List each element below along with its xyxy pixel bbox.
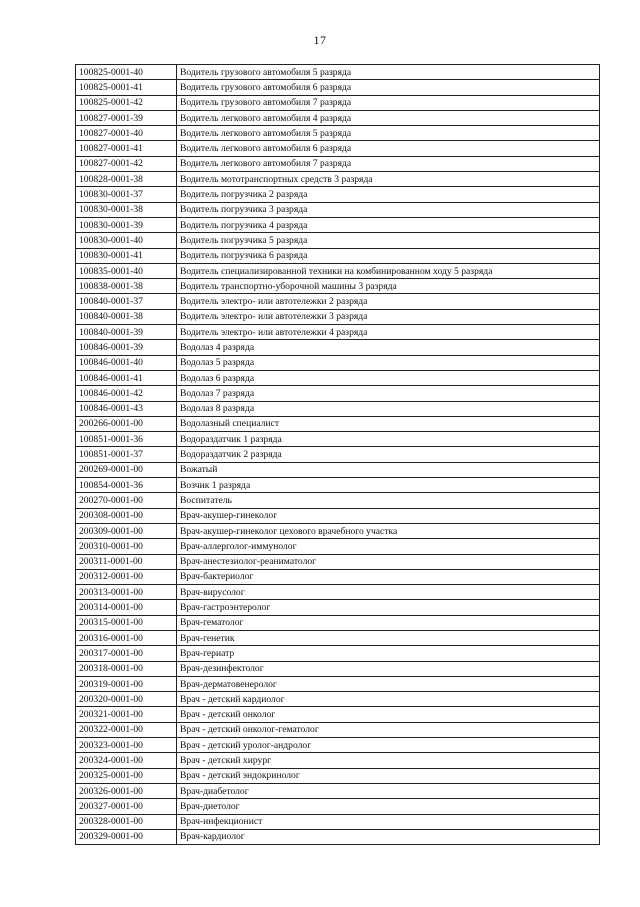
profession-name-cell: Врач-дерматовенеролог — [177, 676, 600, 691]
table-row — [76, 829, 600, 844]
table-row — [76, 585, 600, 600]
profession-name-cell: Водитель погрузчика 3 разряда — [177, 202, 600, 217]
table-row — [76, 233, 600, 248]
code-cell: 100830-0001-41 — [76, 248, 177, 263]
table-row — [76, 554, 600, 569]
table-row — [76, 263, 600, 278]
code-cell: 100828-0001-38 — [76, 172, 177, 187]
profession-name-cell: Водитель электро- или автотележки 4 разряда — [177, 325, 600, 340]
table-row — [76, 401, 600, 416]
table-row — [76, 783, 600, 798]
table-row — [76, 799, 600, 814]
table-row — [76, 432, 600, 447]
table-row — [76, 569, 600, 584]
table-row — [76, 722, 600, 737]
profession-name-cell: Врач-гериатр — [177, 646, 600, 661]
code-cell: 200328-0001-00 — [76, 814, 177, 829]
table-body — [76, 65, 600, 845]
profession-name-cell: Водитель легкового автомобиля 5 разряда — [177, 126, 600, 141]
table-row — [76, 753, 600, 768]
code-cell: 200320-0001-00 — [76, 692, 177, 707]
code-cell: 200321-0001-00 — [76, 707, 177, 722]
code-cell: 100846-0001-41 — [76, 370, 177, 385]
table-row — [76, 646, 600, 661]
profession-name-cell: Водитель погрузчика 6 разряда — [177, 248, 600, 263]
profession-name-cell: Возчик 1 разряда — [177, 478, 600, 493]
table-row — [76, 279, 600, 294]
profession-name-cell: Водитель мототранспортных средств 3 разряда — [177, 172, 600, 187]
table-row — [76, 600, 600, 615]
profession-name-cell: Врач-аллерголог-иммунолог — [177, 539, 600, 554]
code-cell: 100827-0001-41 — [76, 141, 177, 156]
profession-name-cell: Врач-инфекционист — [177, 814, 600, 829]
profession-name-cell: Водитель грузового автомобиля 5 разряда — [177, 65, 600, 80]
table-row — [76, 141, 600, 156]
profession-name-cell: Водитель грузового автомобиля 7 разряда — [177, 95, 600, 110]
table-row — [76, 386, 600, 401]
code-cell: 200326-0001-00 — [76, 783, 177, 798]
profession-name-cell: Врач-генетик — [177, 630, 600, 645]
code-cell: 100838-0001-38 — [76, 279, 177, 294]
table-row — [76, 370, 600, 385]
table-row — [76, 110, 600, 125]
table-row — [76, 340, 600, 355]
table-row — [76, 539, 600, 554]
code-cell: 100825-0001-41 — [76, 80, 177, 95]
profession-name-cell: Врач - детский онколог — [177, 707, 600, 722]
code-cell: 200315-0001-00 — [76, 615, 177, 630]
table-row — [76, 478, 600, 493]
code-cell: 200308-0001-00 — [76, 508, 177, 523]
table-row — [76, 187, 600, 202]
profession-name-cell: Врач - детский онколог-гематолог — [177, 722, 600, 737]
profession-name-cell: Водолаз 7 разряда — [177, 386, 600, 401]
table-row — [76, 707, 600, 722]
code-cell: 100830-0001-39 — [76, 217, 177, 232]
code-cell: 200266-0001-00 — [76, 416, 177, 431]
code-cell: 200313-0001-00 — [76, 585, 177, 600]
code-cell: 200316-0001-00 — [76, 630, 177, 645]
table-row — [76, 156, 600, 171]
profession-name-cell: Врач - детский хирург — [177, 753, 600, 768]
profession-name-cell: Водитель грузового автомобиля 6 разряда — [177, 80, 600, 95]
code-cell: 200314-0001-00 — [76, 600, 177, 615]
profession-name-cell: Врач-диабетолог — [177, 783, 600, 798]
profession-name-cell: Врач-бактериолог — [177, 569, 600, 584]
table-row — [76, 508, 600, 523]
profession-name-cell: Водитель легкового автомобиля 7 разряда — [177, 156, 600, 171]
profession-name-cell: Водолаз 8 разряда — [177, 401, 600, 416]
profession-name-cell: Врач-акушер-гинеколог цехового врачебного участка — [177, 523, 600, 538]
table-row — [76, 447, 600, 462]
code-cell: 100825-0001-42 — [76, 95, 177, 110]
table-row — [76, 738, 600, 753]
code-cell: 100854-0001-36 — [76, 478, 177, 493]
table-row — [76, 126, 600, 141]
code-cell: 100840-0001-39 — [76, 325, 177, 340]
profession-name-cell: Водолазный специалист — [177, 416, 600, 431]
table-row — [76, 355, 600, 370]
code-cell: 100827-0001-39 — [76, 110, 177, 125]
code-cell: 100840-0001-37 — [76, 294, 177, 309]
code-cell: 100846-0001-42 — [76, 386, 177, 401]
profession-name-cell: Врач - детский уролог-андролог — [177, 738, 600, 753]
code-cell: 100846-0001-39 — [76, 340, 177, 355]
profession-name-cell: Врач - детский кардиолог — [177, 692, 600, 707]
table-row — [76, 202, 600, 217]
profession-name-cell: Водитель электро- или автотележки 2 разряда — [177, 294, 600, 309]
table-row — [76, 172, 600, 187]
table-row — [76, 217, 600, 232]
code-cell: 100840-0001-38 — [76, 309, 177, 324]
table-row — [76, 523, 600, 538]
table-row — [76, 615, 600, 630]
code-cell: 200270-0001-00 — [76, 493, 177, 508]
code-cell: 100830-0001-38 — [76, 202, 177, 217]
profession-name-cell: Водитель транспортно-уборочной машины 3 разряда — [177, 279, 600, 294]
profession-name-cell: Врач-анестезиолог-реаниматолог — [177, 554, 600, 569]
profession-name-cell: Врач-гематолог — [177, 615, 600, 630]
table-row — [76, 95, 600, 110]
table-row — [76, 692, 600, 707]
profession-name-cell: Водитель специализированной техники на комбинированном ходу 5 разряда — [177, 263, 600, 278]
table-row — [76, 80, 600, 95]
code-cell: 200319-0001-00 — [76, 676, 177, 691]
code-cell: 200325-0001-00 — [76, 768, 177, 783]
code-cell: 100846-0001-43 — [76, 401, 177, 416]
table-row — [76, 65, 600, 80]
code-cell: 200318-0001-00 — [76, 661, 177, 676]
profession-name-cell: Водолаз 5 разряда — [177, 355, 600, 370]
table-row — [76, 462, 600, 477]
table-row — [76, 294, 600, 309]
profession-name-cell: Врач-кардиолог — [177, 829, 600, 844]
profession-name-cell: Водитель легкового автомобиля 4 разряда — [177, 110, 600, 125]
table-row — [76, 630, 600, 645]
profession-name-cell: Врач-акушер-гинеколог — [177, 508, 600, 523]
profession-name-cell: Врач-гастроэнтеролог — [177, 600, 600, 615]
profession-name-cell: Врач-диетолог — [177, 799, 600, 814]
code-cell: 100835-0001-40 — [76, 263, 177, 278]
profession-name-cell: Водитель погрузчика 4 разряда — [177, 217, 600, 232]
code-cell: 200312-0001-00 — [76, 569, 177, 584]
profession-name-cell: Водолаз 4 разряда — [177, 340, 600, 355]
code-cell: 200329-0001-00 — [76, 829, 177, 844]
profession-name-cell: Врач-дезинфектолог — [177, 661, 600, 676]
table-row — [76, 309, 600, 324]
profession-name-cell: Вожатый — [177, 462, 600, 477]
table-row — [76, 814, 600, 829]
profession-name-cell: Воспитатель — [177, 493, 600, 508]
code-cell: 100851-0001-37 — [76, 447, 177, 462]
table-row — [76, 248, 600, 263]
code-cell: 200311-0001-00 — [76, 554, 177, 569]
page-number: 17 — [313, 33, 327, 47]
code-cell: 200309-0001-00 — [76, 523, 177, 538]
code-cell: 100825-0001-40 — [76, 65, 177, 80]
code-cell: 100827-0001-42 — [76, 156, 177, 171]
code-cell: 100830-0001-40 — [76, 233, 177, 248]
profession-name-cell: Врач - детский эндокринолог — [177, 768, 600, 783]
profession-codes-table — [75, 64, 600, 845]
code-cell: 200269-0001-00 — [76, 462, 177, 477]
profession-name-cell: Водитель погрузчика 5 разряда — [177, 233, 600, 248]
profession-name-cell: Врач-вирусолог — [177, 585, 600, 600]
code-cell: 100830-0001-37 — [76, 187, 177, 202]
code-cell: 200317-0001-00 — [76, 646, 177, 661]
table-row — [76, 493, 600, 508]
code-cell: 100851-0001-36 — [76, 432, 177, 447]
profession-name-cell: Водитель погрузчика 2 разряда — [177, 187, 600, 202]
code-cell: 200323-0001-00 — [76, 738, 177, 753]
table-row — [76, 325, 600, 340]
code-cell: 100827-0001-40 — [76, 126, 177, 141]
table-row — [76, 676, 600, 691]
code-cell: 200322-0001-00 — [76, 722, 177, 737]
code-cell: 200324-0001-00 — [76, 753, 177, 768]
table-row — [76, 661, 600, 676]
profession-name-cell: Водолаз 6 разряда — [177, 370, 600, 385]
code-cell: 200327-0001-00 — [76, 799, 177, 814]
table-row — [76, 416, 600, 431]
profession-name-cell: Водораздатчик 1 разряда — [177, 432, 600, 447]
code-cell: 200310-0001-00 — [76, 539, 177, 554]
code-cell: 100846-0001-40 — [76, 355, 177, 370]
profession-name-cell: Водитель легкового автомобиля 6 разряда — [177, 141, 600, 156]
profession-name-cell: Водораздатчик 2 разряда — [177, 447, 600, 462]
profession-name-cell: Водитель электро- или автотележки 3 разряда — [177, 309, 600, 324]
table-row — [76, 768, 600, 783]
